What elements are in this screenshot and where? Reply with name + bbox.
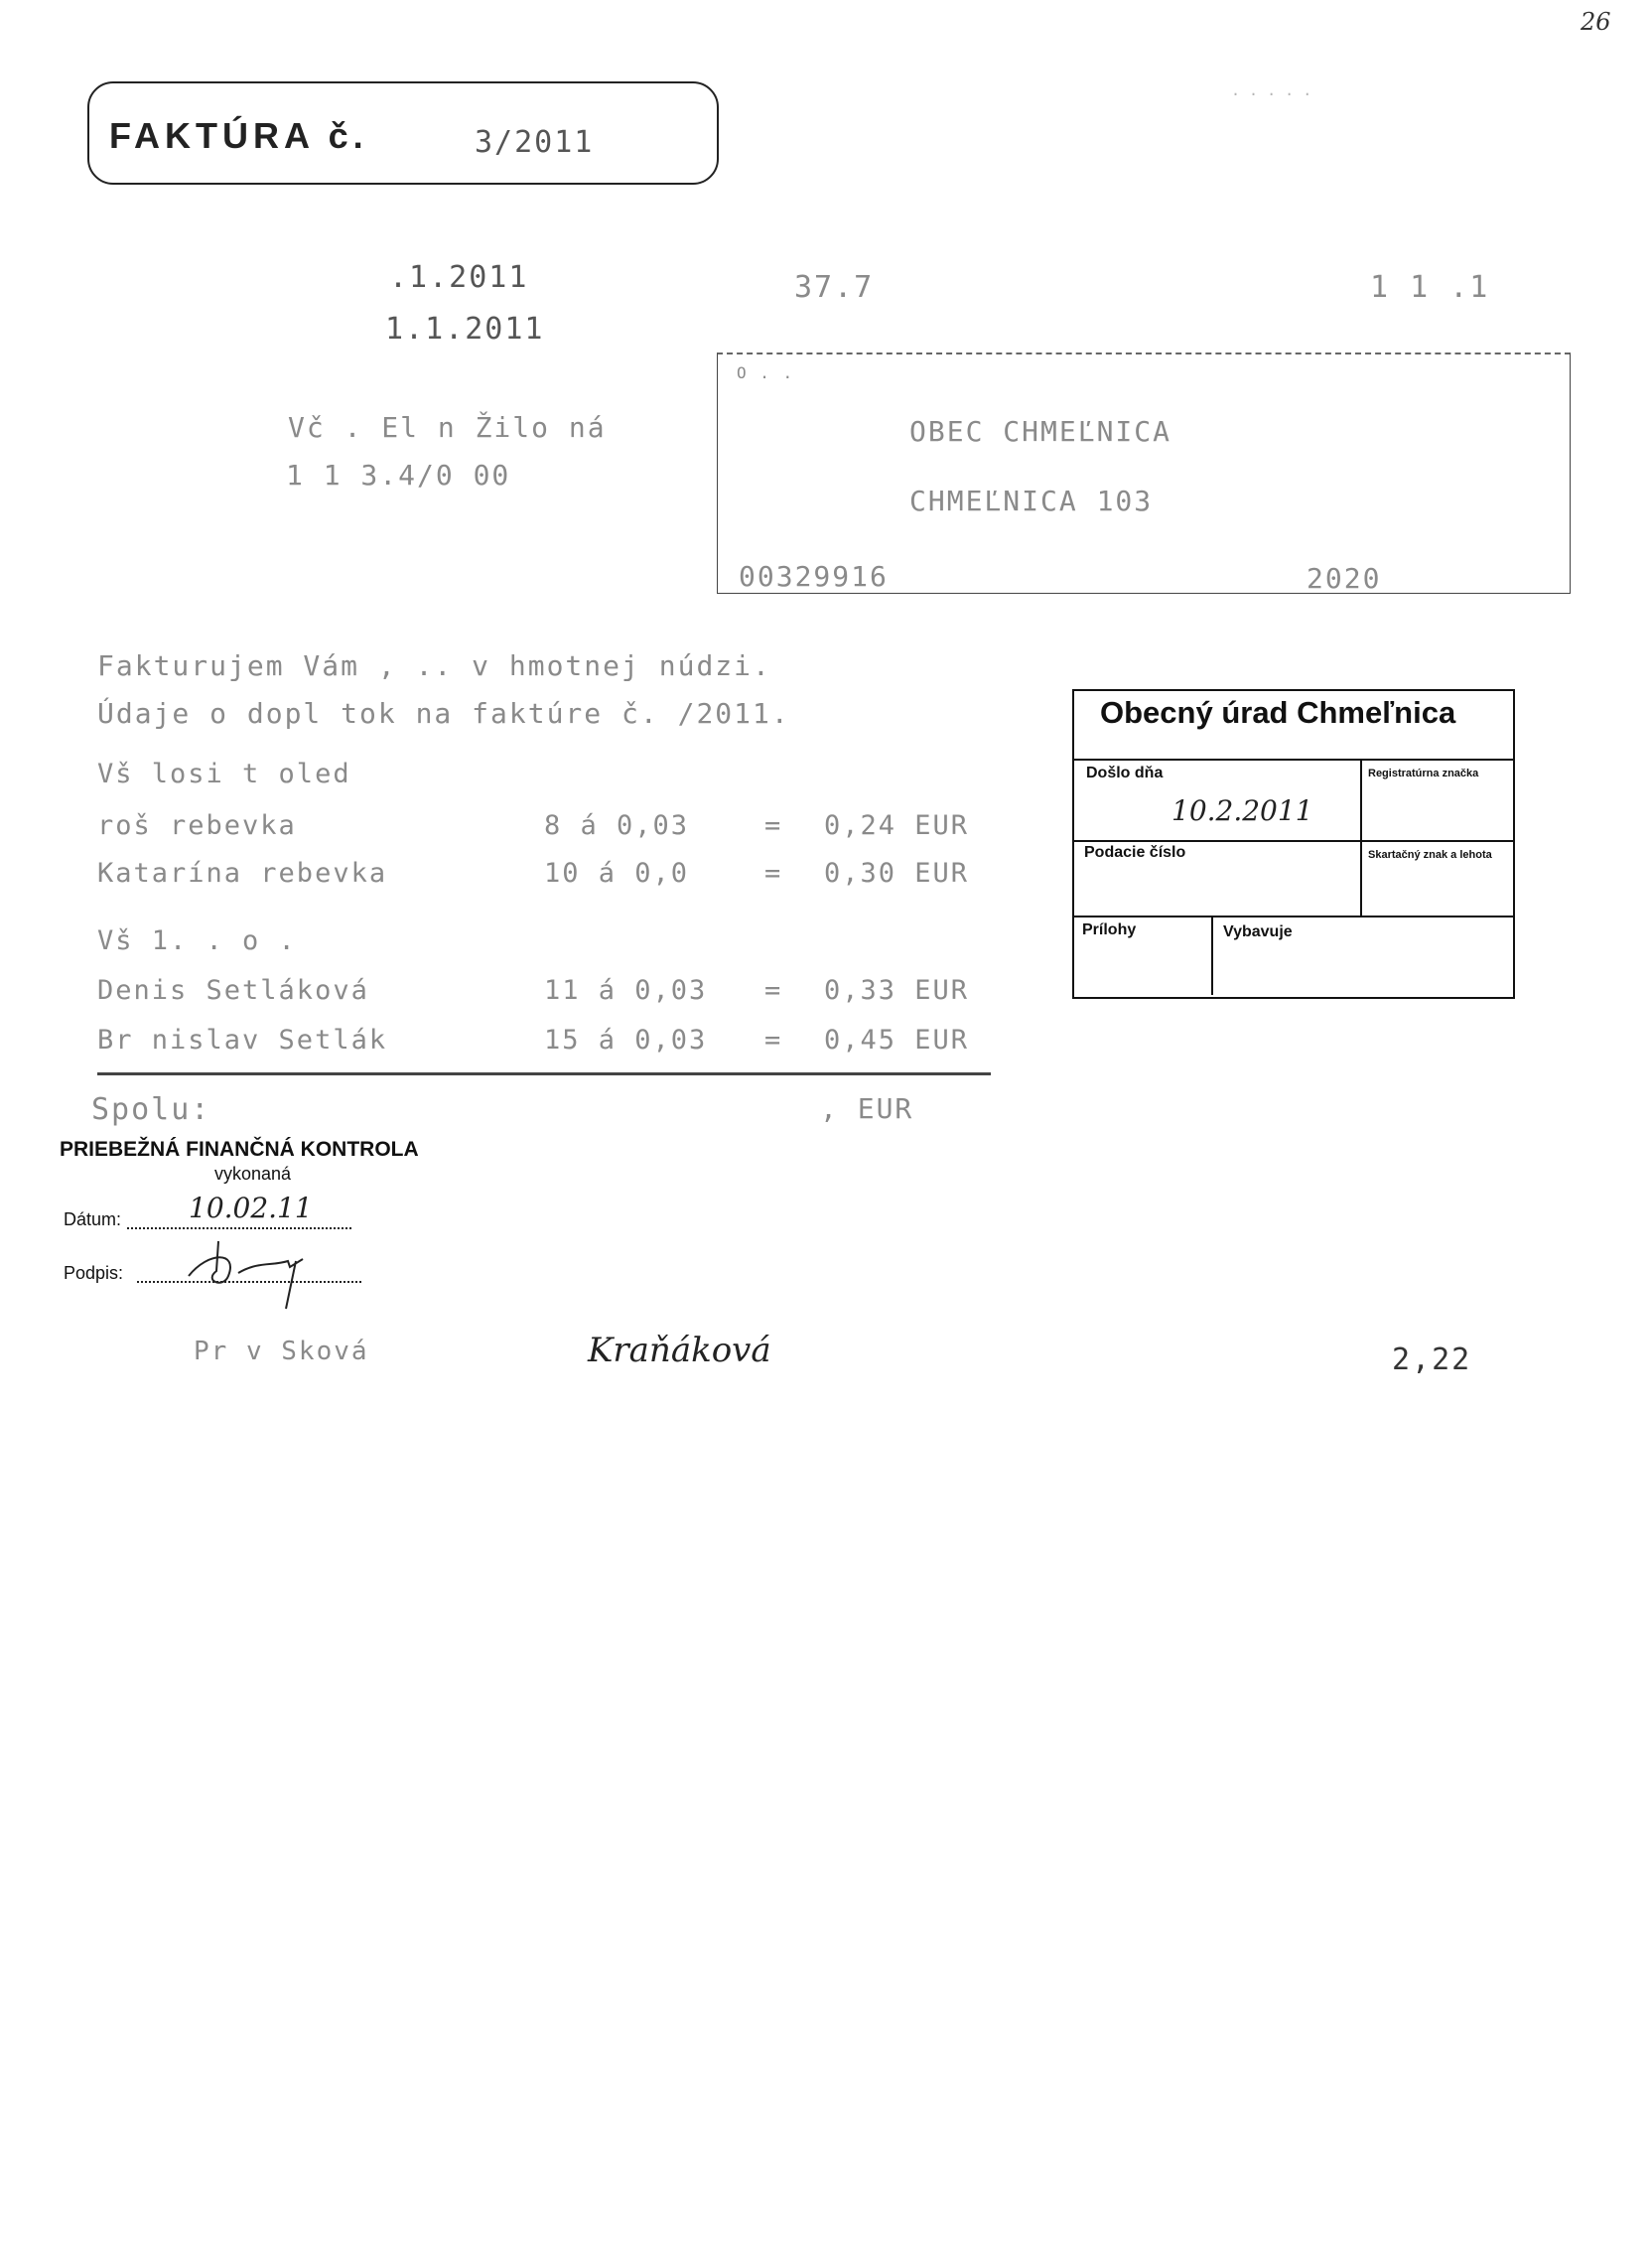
attachments-label: Prílohy [1082, 921, 1137, 938]
invoice-number: 3/2011 [475, 125, 595, 160]
item-name: Denis Setláková [97, 975, 369, 1006]
variable-symbol: 37.7 [794, 270, 875, 305]
item-quantity: 11 á 0,03 [544, 975, 708, 1006]
item-equals: = [764, 1025, 783, 1056]
total-value: , EUR [820, 1092, 914, 1125]
item-equals: = [764, 975, 783, 1006]
item-name: Katarína rebevka [97, 858, 388, 889]
item-name: Br nislav Setlák [97, 1025, 388, 1056]
invoice-title: FAKTÚRA č. [109, 115, 368, 156]
control-date-value: 10.02.11 [189, 1192, 313, 1224]
registry-stamp-title: Obecný úrad Chmeľnica [1100, 695, 1456, 730]
item-equals: = [764, 858, 783, 889]
item-amount: 0,30 EUR [824, 858, 970, 889]
grand-total: 2,22 [1392, 1342, 1472, 1377]
item-equals: = [764, 810, 783, 841]
financial-control-subtitle: vykonaná [214, 1164, 292, 1184]
registry-mark-label: Registratúrna značka [1368, 768, 1479, 779]
item-quantity: 10 á 0,0 [544, 858, 690, 889]
stamp-rule [1072, 840, 1513, 842]
receiver-signature: Kraňáková [588, 1331, 771, 1370]
item-amount: 0,33 EUR [824, 975, 970, 1006]
due-date: 1.1.2011 [385, 312, 545, 347]
control-signature [179, 1231, 328, 1311]
recipient-name: OBEC CHMEĽNICA [909, 415, 1172, 448]
stamp-rule [1072, 916, 1513, 917]
sum-divider [97, 1072, 991, 1075]
section-heading-1: Vš losi t oled [97, 759, 351, 789]
control-sign-label: Podpis: [64, 1263, 124, 1283]
recipient-address: CHMEĽNICA 103 [909, 485, 1154, 517]
description-line-2: Údaje o dopl tok na faktúre č. /2011. [97, 697, 790, 730]
received-date: 10.2.2011 [1171, 794, 1313, 827]
faint-stamp-top-right: · · · · · [1231, 85, 1312, 103]
invoice-reference: 1 1 .1 [1370, 270, 1490, 305]
issuer-signature: Pr v Sková [194, 1337, 369, 1366]
financial-control-title: PRIEBEŽNÁ FINANČNÁ KONTROLA [60, 1138, 419, 1161]
stamp-rule [1072, 759, 1513, 761]
item-quantity: 15 á 0,03 [544, 1025, 708, 1056]
item-quantity: 8 á 0,03 [544, 810, 690, 841]
description-line-1: Fakturujem Vám , .. v hmotnej núdzi. [97, 649, 771, 682]
recipient-heading: O . . [737, 363, 795, 382]
item-amount: 0,24 EUR [824, 810, 970, 841]
recipient-ico: 00329916 [739, 560, 889, 593]
stamp-rule [1360, 759, 1362, 916]
shred-mark-label: Skartačný znak a lehota [1368, 849, 1492, 861]
section-heading-2: Vš 1. . o . [97, 925, 297, 956]
item-amount: 0,45 EUR [824, 1025, 970, 1056]
page-number: 26 [1581, 8, 1611, 36]
total-label: Spolu: [91, 1092, 211, 1127]
stamp-rule [1211, 916, 1213, 995]
issue-date: .1.2011 [389, 260, 529, 295]
filing-number-label: Podacie číslo [1084, 844, 1186, 861]
date-dotted-line [127, 1227, 351, 1229]
received-label: Došlo dňa [1086, 765, 1164, 781]
item-name: roš rebevka [97, 810, 297, 841]
supplier-account: 1 1 3.4/0 00 [286, 459, 511, 492]
supplier-bank: Vč . El n Žilo ná [288, 411, 607, 444]
control-date-label: Dátum: [64, 1209, 122, 1229]
recipient-box [717, 353, 1571, 594]
handled-by-label: Vybavuje [1223, 923, 1293, 940]
recipient-dic: 2020 [1307, 562, 1382, 595]
